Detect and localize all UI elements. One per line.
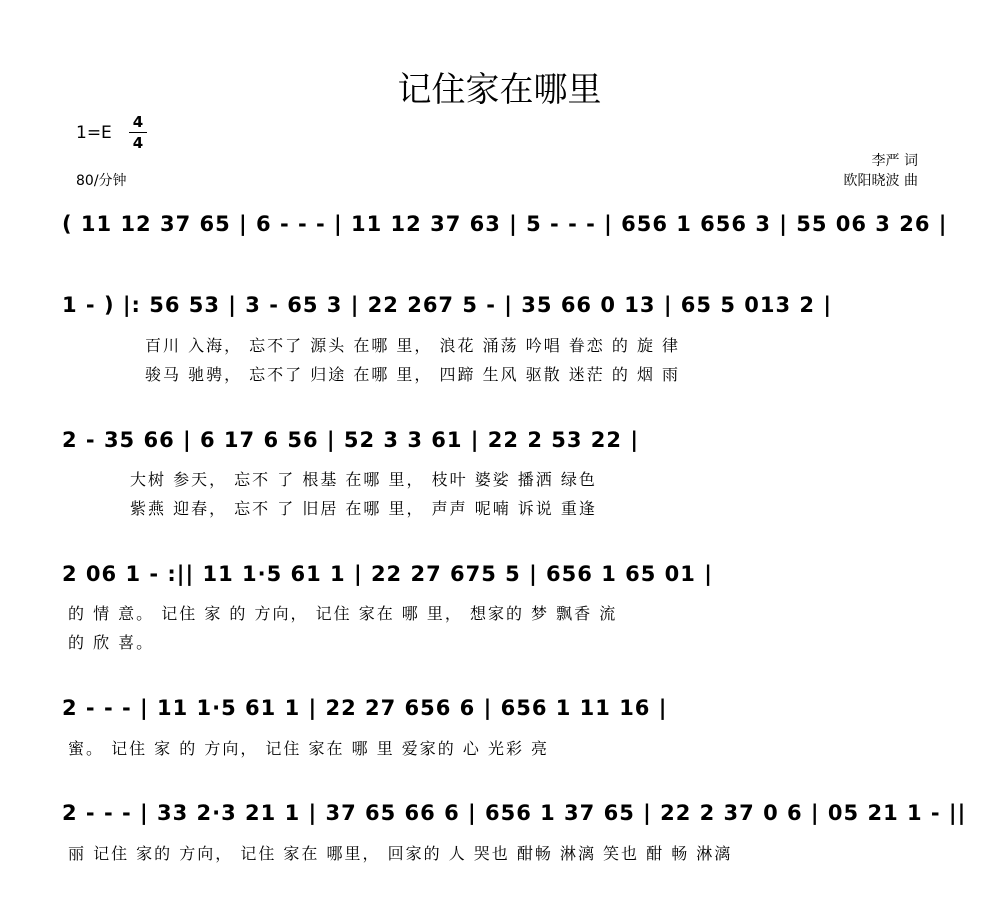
row-3-lyric-verse-2: 紫燕 迎春， 忘不 了 旧居 在哪 里， 声声 呢喃 诉说 重逢: [130, 499, 597, 518]
row-4-lyric-verse-2: 的 欣 喜。: [68, 633, 155, 652]
key-signature: 1=E: [76, 123, 112, 143]
time-signature-divider: [129, 132, 147, 133]
lyricist-credit: 李严 词: [871, 153, 918, 169]
row-2-lyric-verse-1: 百川 入海， 忘不了 源头 在哪 里， 浪花 涌荡 吟唱 眷恋 的 旋 律: [145, 336, 681, 355]
row-2-lyric-verse-2: 骏马 驰骋， 忘不了 归途 在哪 里， 四蹄 生风 驱散 迷茫 的 烟 雨: [145, 365, 681, 384]
song-title: 记住家在哪里: [397, 70, 602, 110]
row-6-lyric: 丽 记住 家的 方向， 记住 家在 哪里， 回家的 人 哭也 酣畅 淋漓 笑也 酣 畅 淋漓: [68, 844, 733, 863]
score-row-5: 2 - - - | 11 1·5 61 1 | 22 27 656 6 | 656 1 11 16 |: [62, 696, 668, 720]
time-signature-top: 4: [132, 113, 144, 131]
score-row-2: 1 - ) |: 56 53 | 3 - 65 3 | 22 267 5 - | 35 66 0 13 | 65 5 013 2 |: [62, 293, 832, 317]
row-4-lyric-verse-1: 的 情 意。 记住 家 的 方向， 记住 家在 哪 里， 想家的 梦 飘香 流: [68, 604, 618, 623]
score-row-6: 2 - - - | 33 2·3 21 1 | 37 65 66 6 | 656 1 37 65 | 22 2 37 0 6 | 05 21 1 - ||: [62, 801, 967, 825]
score-row-4: 2 06 1 - :|| 11 1·5 61 1 | 22 27 675 5 | 656 1 65 01 |: [62, 562, 713, 586]
score-row-1: ( 11 12 37 65 | 6 - - - | 11 12 37 63 | 5 - - - | 656 1 656 3 | 55 06 3 26 |: [62, 212, 948, 236]
row-3-lyric-verse-1: 大树 参天， 忘不 了 根基 在哪 里， 枝叶 婆娑 播洒 绿色: [130, 470, 597, 489]
time-signature: [128, 113, 148, 152]
score-row-3: 2 - 35 66 | 6 17 6 56 | 52 3 3 61 | 22 2 53 22 |: [62, 428, 639, 452]
composer-credit: 欧阳晓波 曲: [843, 173, 918, 189]
row-5-lyric: 蜜。 记住 家 的 方向， 记住 家在 哪 里 爱家的 心 光彩 亮: [68, 739, 550, 758]
tempo-marking: 80/分钟: [76, 173, 127, 189]
time-signature-bottom: 4: [132, 134, 144, 152]
